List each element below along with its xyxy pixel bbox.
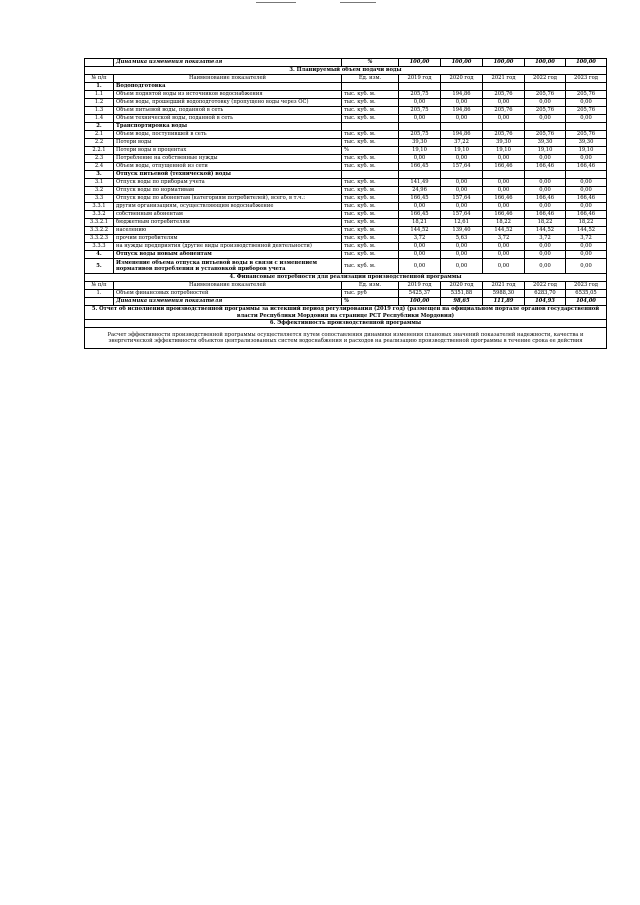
value-cell	[566, 171, 607, 179]
value-cell	[483, 83, 525, 91]
row-number-cell: 2.1	[85, 131, 114, 139]
value-cell: 18,22	[525, 219, 566, 227]
table-row	[85, 211, 607, 219]
row-name-cell: Отпуск воды новым абонентам	[114, 251, 342, 259]
value-cell: 0,00	[483, 179, 525, 187]
row-name-cell: Отпуск воды по приборам учета	[114, 179, 342, 187]
value-cell: 39,30	[483, 139, 525, 147]
value-cell	[399, 83, 441, 91]
row-name-cell: собственным абонентам	[114, 211, 342, 219]
value-cell: 3,72	[483, 235, 525, 243]
value-cell: 139,40	[441, 227, 483, 235]
value-cell: 205,75	[399, 107, 441, 115]
value-cell: 39,30	[399, 139, 441, 147]
value-cell: 205,76	[525, 107, 566, 115]
value-cell: 144,52	[525, 227, 566, 235]
row-name-cell: Объем питьевой воды, поданной в сеть	[114, 107, 342, 115]
row-number-cell: 4.	[85, 251, 114, 259]
row-name-cell: Потери воды в процентах	[114, 147, 342, 155]
row-name-cell: Транспортировка воды	[114, 123, 342, 131]
value-cell: 39,30	[566, 139, 607, 147]
row-name-cell: Объем воды, поступившей в сеть	[114, 131, 342, 139]
row-name-cell: прочим потребителям	[114, 235, 342, 243]
column-header: 2019 год	[399, 282, 441, 290]
row-name-cell: Динамика изменения показателя	[114, 59, 342, 67]
column-header: 2023 год	[566, 75, 607, 83]
value-cell: 157,64	[441, 163, 483, 171]
value-cell	[525, 123, 566, 131]
row-name-cell: Потери воды	[114, 139, 342, 147]
value-cell	[525, 83, 566, 91]
row-number-cell: 3.3.2.2	[85, 227, 114, 235]
value-cell: 0,00	[566, 155, 607, 163]
unit-cell: тыс. куб. м.	[342, 243, 399, 251]
value-cell: 19,10	[525, 147, 566, 155]
table-row	[85, 155, 607, 163]
value-cell: 0,00	[525, 99, 566, 107]
row-name-cell: на нужды предприятия (другие виды производственной деятельности)	[114, 243, 342, 251]
program-table	[84, 58, 607, 349]
value-cell: 18,22	[483, 219, 525, 227]
row-number-cell: 3.	[85, 171, 114, 179]
value-cell: 0,00	[525, 203, 566, 211]
value-cell: 18,22	[566, 219, 607, 227]
unit-cell	[342, 83, 399, 91]
table-row	[85, 59, 607, 67]
value-cell: 3,72	[525, 235, 566, 243]
row-name-cell: Объем технической воды, поданной в сеть	[114, 115, 342, 123]
document-page	[84, 58, 606, 349]
value-cell: 166,46	[566, 163, 607, 171]
value-cell: 0,00	[566, 99, 607, 107]
column-header: Ед. изм.	[342, 282, 399, 290]
table-row	[85, 290, 607, 298]
unit-cell: тыс. куб. м.	[342, 163, 399, 171]
table-row	[85, 171, 607, 179]
value-cell: 166,45	[399, 163, 441, 171]
unit-cell: тыс. куб. м.	[342, 107, 399, 115]
value-cell: 12,61	[441, 219, 483, 227]
value-cell: 205,75	[399, 91, 441, 99]
value-cell: 0,00	[441, 187, 483, 195]
value-cell: 100,00	[399, 59, 441, 67]
column-header: Наименование показателей	[114, 75, 342, 83]
table-row	[85, 187, 607, 195]
row-number-cell: 3.3.2.3	[85, 235, 114, 243]
value-cell: 0,00	[399, 251, 441, 259]
value-cell: 6535,05	[566, 290, 607, 298]
unit-cell: тыс. куб. м.	[342, 235, 399, 243]
value-cell: 205,76	[525, 91, 566, 99]
table-row	[85, 203, 607, 211]
row-number-cell: 3.3.2	[85, 211, 114, 219]
row-number-cell: 2.2	[85, 139, 114, 147]
value-cell: 0,00	[483, 259, 525, 274]
unit-cell: тыс. куб. м.	[342, 211, 399, 219]
value-cell: 0,00	[399, 99, 441, 107]
unit-cell: тыс. куб. м.	[342, 91, 399, 99]
row-number-cell: 1.3	[85, 107, 114, 115]
table-row	[85, 131, 607, 139]
table-row	[85, 123, 607, 131]
value-cell	[441, 123, 483, 131]
table-row	[85, 179, 607, 187]
unit-cell: тыс. куб. м.	[342, 139, 399, 147]
value-cell: 0,00	[525, 251, 566, 259]
table-row	[85, 251, 607, 259]
table-row	[85, 91, 607, 99]
value-cell: 0,00	[399, 203, 441, 211]
row-number-cell: 5.	[85, 259, 114, 274]
unit-cell: тыс. куб. м.	[342, 251, 399, 259]
row-number-cell: 2.2.1	[85, 147, 114, 155]
row-number-cell: 1.1	[85, 91, 114, 99]
value-cell: 0,00	[566, 251, 607, 259]
value-cell: 104,00	[566, 298, 607, 306]
value-cell: 37,22	[441, 139, 483, 147]
row-number-cell: 3.3.1	[85, 203, 114, 211]
value-cell: 166,46	[483, 195, 525, 203]
value-cell: 157,64	[441, 211, 483, 219]
value-cell: 166,46	[566, 195, 607, 203]
row-name-cell: Отпуск питьевой (технической) воды	[114, 171, 342, 179]
value-cell: 144,52	[399, 227, 441, 235]
value-cell: 0,00	[399, 243, 441, 251]
efficiency-text-row	[85, 328, 607, 349]
value-cell: 0,00	[525, 155, 566, 163]
row-name-cell: бюджетным потребителям	[114, 219, 342, 227]
unit-cell: %	[342, 147, 399, 155]
value-cell: 5425,37	[399, 290, 441, 298]
table-row	[85, 235, 607, 243]
value-cell: 3,72	[399, 235, 441, 243]
scan-mark-top	[256, 2, 296, 3]
value-cell: 0,00	[483, 115, 525, 123]
column-header: 2020 год	[441, 282, 483, 290]
row-name-cell: Изменение объема отпуска питьевой воды в связи с изменением нормативов потребления и установкой приборов учета	[114, 259, 342, 274]
unit-cell	[342, 123, 399, 131]
value-cell: 0,00	[483, 187, 525, 195]
value-cell: 166,46	[483, 211, 525, 219]
row-name-cell: Объем воды, прошедший водоподготовку (пропущено воды через ОС)	[114, 99, 342, 107]
value-cell	[483, 123, 525, 131]
table-row	[85, 243, 607, 251]
unit-cell: тыс. куб. м.	[342, 179, 399, 187]
unit-cell: %	[342, 59, 399, 67]
row-name-cell: другим организациям, осуществляющим водоснабжение	[114, 203, 342, 211]
value-cell: 0,00	[483, 99, 525, 107]
row-number-cell: 3.1	[85, 179, 114, 187]
value-cell	[399, 123, 441, 131]
value-cell: 0,00	[399, 155, 441, 163]
value-cell: 19,10	[399, 147, 441, 155]
unit-cell	[342, 171, 399, 179]
row-number-cell: 3.3.3	[85, 243, 114, 251]
table-row	[85, 195, 607, 203]
value-cell: 100,00	[566, 59, 607, 67]
value-cell: 157,64	[441, 195, 483, 203]
value-cell: 39,30	[525, 139, 566, 147]
row-name-cell: Динамика изменения показателя	[114, 298, 342, 306]
value-cell: 0,00	[399, 115, 441, 123]
row-number-cell: 3.3	[85, 195, 114, 203]
section-title: 6. Эффективность производственной программы	[85, 320, 607, 328]
value-cell: 18,21	[399, 219, 441, 227]
table-row	[85, 147, 607, 155]
row-name-cell: Объем финансовых потребностей	[114, 290, 342, 298]
efficiency-text: Расчет эффективности производственной программы осуществляется путем сопоставления динамики изменения плановых значений показателей надежности, качества и энергетической эффективности объектов централизованных систем водоснабжения и расходов на реализацию производственной программы в течение срока ее действия	[85, 328, 607, 349]
value-cell: 100,00	[483, 59, 525, 67]
value-cell: 0,00	[441, 203, 483, 211]
value-cell: 24,96	[399, 187, 441, 195]
value-cell: 0,00	[483, 203, 525, 211]
table-row	[85, 259, 607, 274]
value-cell: 19,10	[441, 147, 483, 155]
row-number-cell: 1.	[85, 83, 114, 91]
table-row	[85, 163, 607, 171]
table-row	[85, 83, 607, 91]
value-cell: 0,00	[441, 155, 483, 163]
header-row	[85, 75, 607, 83]
value-cell: 0,00	[441, 259, 483, 274]
unit-cell: %	[342, 298, 399, 306]
value-cell: 5351,88	[441, 290, 483, 298]
value-cell: 0,00	[441, 179, 483, 187]
column-header: № п/п	[85, 75, 114, 83]
section-title-row	[85, 274, 607, 282]
row-number-cell: 2.3	[85, 155, 114, 163]
value-cell: 205,76	[483, 107, 525, 115]
row-number-cell: 3.2	[85, 187, 114, 195]
column-header: 2021 год	[483, 75, 525, 83]
value-cell: 0,00	[525, 187, 566, 195]
unit-cell: тыс. куб. м.	[342, 203, 399, 211]
column-header: № п/п	[85, 282, 114, 290]
unit-cell: тыс. куб. м.	[342, 259, 399, 274]
report-title: 5. Отчет об исполнении производственной программы за истекший период регулирования (2019 год) (размещен на официальном портале органов государственной власти Республики Мордовия на странице РСТ Республики Мордовия)	[85, 306, 607, 320]
value-cell	[566, 123, 607, 131]
value-cell: 0,00	[483, 155, 525, 163]
row-name-cell: Объем поднятой воды из источников водоснабжения	[114, 91, 342, 99]
unit-cell: тыс. куб. м.	[342, 227, 399, 235]
column-header: Ед. изм.	[342, 75, 399, 83]
value-cell	[441, 171, 483, 179]
value-cell: 0,00	[441, 115, 483, 123]
value-cell: 0,00	[525, 115, 566, 123]
value-cell: 111,89	[483, 298, 525, 306]
value-cell: 0,00	[525, 179, 566, 187]
row-name-cell: Потребление на собственные нужды	[114, 155, 342, 163]
table-row	[85, 219, 607, 227]
value-cell: 19,10	[566, 147, 607, 155]
column-header: 2022 год	[525, 282, 566, 290]
table-row	[85, 298, 607, 306]
value-cell: 205,76	[566, 131, 607, 139]
unit-cell: тыс. куб. м.	[342, 99, 399, 107]
value-cell: 166,46	[525, 163, 566, 171]
value-cell: 0,00	[399, 259, 441, 274]
value-cell: 166,45	[399, 211, 441, 219]
column-header: 2021 год	[483, 282, 525, 290]
value-cell: 205,76	[566, 107, 607, 115]
value-cell: 205,76	[483, 131, 525, 139]
unit-cell: тыс. куб. м.	[342, 195, 399, 203]
value-cell: 0,00	[566, 243, 607, 251]
row-number-cell: 1.4	[85, 115, 114, 123]
row-name-cell: населению	[114, 227, 342, 235]
value-cell: 166,46	[525, 195, 566, 203]
value-cell	[566, 83, 607, 91]
value-cell: 205,76	[525, 131, 566, 139]
column-header: 2022 год	[525, 75, 566, 83]
value-cell: 205,75	[399, 131, 441, 139]
column-header: 2019 год	[399, 75, 441, 83]
column-header: 2020 год	[441, 75, 483, 83]
value-cell: 166,46	[483, 163, 525, 171]
row-name-cell: Водоподготовка	[114, 83, 342, 91]
value-cell: 0,00	[483, 243, 525, 251]
report-row	[85, 306, 607, 320]
table-row	[85, 115, 607, 123]
value-cell: 205,76	[483, 91, 525, 99]
unit-cell: тыс. куб. м.	[342, 155, 399, 163]
row-number-cell: 3.3.2.1	[85, 219, 114, 227]
value-cell: 6283,70	[525, 290, 566, 298]
section-title-row	[85, 320, 607, 328]
value-cell: 194,86	[441, 107, 483, 115]
value-cell: 0,00	[566, 179, 607, 187]
value-cell	[399, 171, 441, 179]
section-title: 3. Планируемый объем подачи воды	[85, 67, 607, 75]
unit-cell: тыс. куб. м.	[342, 219, 399, 227]
value-cell: 100,00	[399, 298, 441, 306]
table-row	[85, 227, 607, 235]
value-cell: 0,00	[566, 259, 607, 274]
section-title: 4. Финансовые потребности для реализации производственной программы	[85, 274, 607, 282]
value-cell: 0,00	[441, 243, 483, 251]
value-cell: 5988,30	[483, 290, 525, 298]
scan-mark-top-2	[340, 2, 376, 3]
column-header: 2023 год	[566, 282, 607, 290]
value-cell: 0,00	[566, 203, 607, 211]
column-header: Наименование показателей	[114, 282, 342, 290]
row-name-cell: Отпуск воды по абонентам (категориям потребителей), всего, в т.ч.:	[114, 195, 342, 203]
value-cell: 141,49	[399, 179, 441, 187]
table-row	[85, 107, 607, 115]
section-title-row	[85, 67, 607, 75]
value-cell	[441, 83, 483, 91]
value-cell: 0,00	[483, 251, 525, 259]
value-cell	[525, 171, 566, 179]
value-cell: 166,46	[566, 211, 607, 219]
value-cell: 3,72	[566, 235, 607, 243]
row-number-cell	[85, 298, 114, 306]
value-cell: 166,45	[399, 195, 441, 203]
value-cell: 19,10	[483, 147, 525, 155]
value-cell	[483, 171, 525, 179]
value-cell: 98,65	[441, 298, 483, 306]
value-cell: 194,86	[441, 91, 483, 99]
value-cell: 144,52	[566, 227, 607, 235]
value-cell: 166,46	[525, 211, 566, 219]
row-number-cell: 2.	[85, 123, 114, 131]
value-cell: 104,93	[525, 298, 566, 306]
value-cell: 0,00	[441, 251, 483, 259]
table-row	[85, 139, 607, 147]
value-cell: 0,00	[441, 99, 483, 107]
value-cell: 5,63	[441, 235, 483, 243]
value-cell: 194,86	[441, 131, 483, 139]
row-number-cell: 1.	[85, 290, 114, 298]
row-name-cell: Объем воды, отпущенной из сети	[114, 163, 342, 171]
table-row	[85, 99, 607, 107]
unit-cell: тыс. куб. м.	[342, 187, 399, 195]
unit-cell: тыс. руб	[342, 290, 399, 298]
row-number-cell: 2.4	[85, 163, 114, 171]
row-number-cell: 1.2	[85, 99, 114, 107]
header-row	[85, 282, 607, 290]
value-cell: 100,00	[441, 59, 483, 67]
value-cell: 205,76	[566, 91, 607, 99]
unit-cell: тыс. куб. м.	[342, 115, 399, 123]
row-number-cell	[85, 59, 114, 67]
row-name-cell: Отпуск воды по нормативам	[114, 187, 342, 195]
value-cell: 0,00	[566, 115, 607, 123]
value-cell: 0,00	[525, 259, 566, 274]
value-cell: 0,00	[525, 243, 566, 251]
value-cell: 100,00	[525, 59, 566, 67]
unit-cell: тыс. куб. м.	[342, 131, 399, 139]
value-cell: 144,52	[483, 227, 525, 235]
value-cell: 0,00	[566, 187, 607, 195]
